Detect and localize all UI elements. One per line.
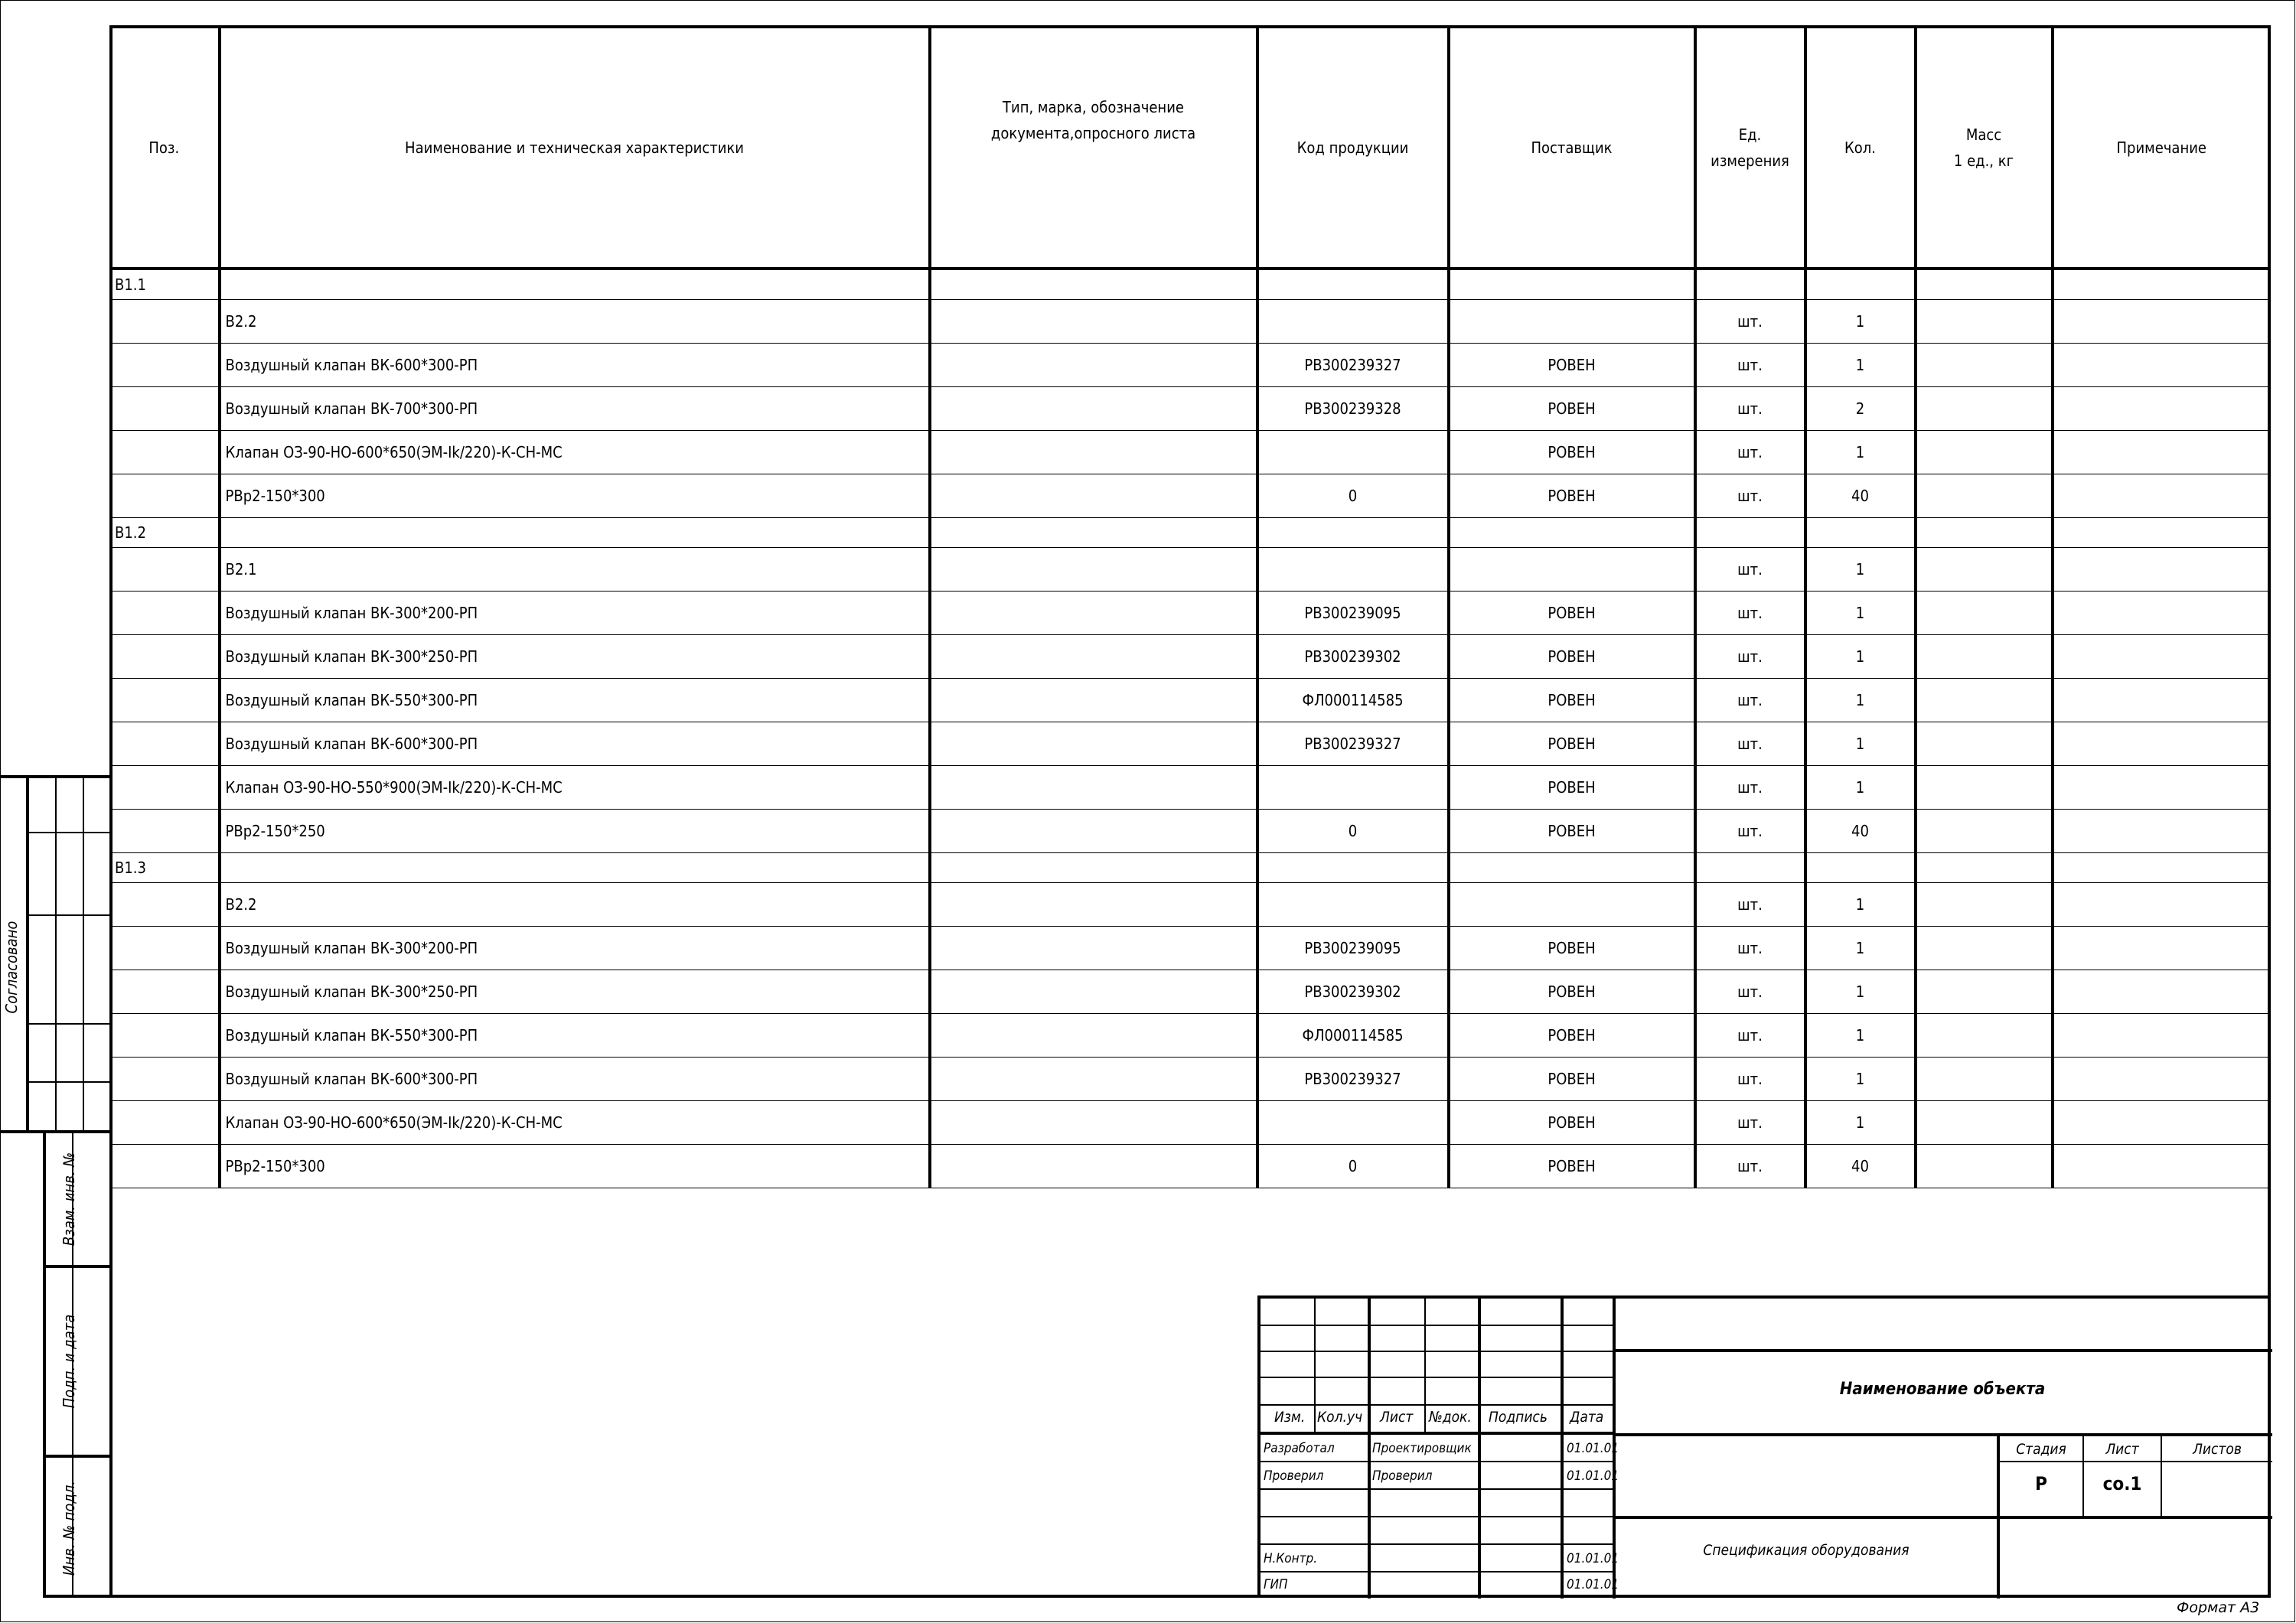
supplier-cell: РОВЕН xyxy=(1449,635,1695,679)
note-cell xyxy=(2053,592,2270,635)
sheet-label: Лист xyxy=(2105,1441,2139,1458)
qty-cell: 1 xyxy=(1805,548,1916,592)
type-cell xyxy=(930,1145,1257,1188)
mass-cell xyxy=(1916,883,2053,927)
tb-vline-1 xyxy=(1314,1299,1316,1433)
group-empty-cell xyxy=(1805,269,1916,300)
sign-date-label: Подп. и дата xyxy=(60,1314,78,1409)
qty-cell: 1 xyxy=(1805,883,1916,927)
tb-hline-8 xyxy=(1261,1516,1613,1517)
unit-cell: шт. xyxy=(1695,722,1805,766)
group-label: В1.1 xyxy=(110,269,220,300)
code-cell: ФЛ000114585 xyxy=(1257,1014,1449,1058)
pos-cell xyxy=(110,679,220,722)
mass-cell xyxy=(1916,810,2053,853)
mass-cell xyxy=(1916,635,2053,679)
group-empty-cell xyxy=(2053,269,2270,300)
tb-vline-3 xyxy=(1424,1299,1426,1433)
type-cell xyxy=(930,1014,1257,1058)
table-row xyxy=(110,1145,2270,1188)
code-cell xyxy=(1257,766,1449,810)
type-cell xyxy=(930,970,1257,1014)
tb-hline-6 xyxy=(1261,1461,1613,1462)
note-cell xyxy=(2053,1101,2270,1145)
group-empty-cell xyxy=(2053,518,2270,548)
name-cell: РВр2-150*250 xyxy=(220,810,930,853)
pos-cell xyxy=(110,1145,220,1188)
name-cell: Воздушный клапан ВК-700*300-РП xyxy=(220,387,930,431)
supplier-cell: РОВЕН xyxy=(1449,431,1695,474)
note-cell xyxy=(2053,387,2270,431)
qty-cell: 1 xyxy=(1805,344,1916,387)
unit-cell: шт. xyxy=(1695,810,1805,853)
qty-cell: 1 xyxy=(1805,300,1916,344)
table-row xyxy=(110,300,2270,344)
agreed-strip-row-4 xyxy=(28,1081,109,1083)
mass-cell xyxy=(1916,1058,2053,1101)
tb-hline-10 xyxy=(1261,1571,1613,1572)
table-row xyxy=(110,1058,2270,1101)
supplier-cell: РОВЕН xyxy=(1449,1145,1695,1188)
group-empty-cell xyxy=(930,269,1257,300)
qty-cell: 1 xyxy=(1805,1014,1916,1058)
supplier-cell: РОВЕН xyxy=(1449,810,1695,853)
stage-label: Стадия xyxy=(2016,1441,2066,1458)
tb-col-ndok: №док. xyxy=(1429,1409,1472,1426)
table-row xyxy=(110,722,2270,766)
pos-cell xyxy=(110,970,220,1014)
note-cell xyxy=(2053,431,2270,474)
unit-cell: шт. xyxy=(1695,927,1805,970)
note-cell xyxy=(2053,1014,2270,1058)
code-cell: ФЛ000114585 xyxy=(1257,679,1449,722)
mass-cell xyxy=(1916,344,2053,387)
unit-cell: шт. xyxy=(1695,1014,1805,1058)
type-cell xyxy=(930,474,1257,518)
mass-cell xyxy=(1916,970,2053,1014)
code-cell: РВ300239302 xyxy=(1257,635,1449,679)
group-empty-cell xyxy=(1257,853,1449,883)
tb-row4-date: 01.01.01 xyxy=(1567,1577,1619,1592)
tb-hline-5 xyxy=(1261,1432,1613,1435)
unit-cell: шт. xyxy=(1695,1058,1805,1101)
qty-cell: 1 xyxy=(1805,927,1916,970)
group-empty-cell xyxy=(1916,269,2053,300)
sheets-label: Листов xyxy=(2193,1441,2242,1458)
note-cell xyxy=(2053,474,2270,518)
tb-vline-4 xyxy=(1478,1299,1481,1599)
table-row xyxy=(110,810,2270,853)
tb-vline-5 xyxy=(1561,1299,1564,1599)
inv-orig-box xyxy=(43,1458,109,1598)
table-row xyxy=(110,474,2270,518)
title-block xyxy=(1257,1295,2269,1595)
tb-row2-role: Проверил xyxy=(1264,1468,1324,1484)
col-mass-header: Масс 1 ед., кг xyxy=(1916,27,2053,269)
group-empty-cell xyxy=(1805,518,1916,548)
supplier-cell xyxy=(1449,883,1695,927)
table-row xyxy=(110,592,2270,635)
group-label: В1.3 xyxy=(110,853,220,883)
note-cell xyxy=(2053,1058,2270,1101)
code-cell: РВ300239095 xyxy=(1257,592,1449,635)
qty-cell: 40 xyxy=(1805,810,1916,853)
table-row xyxy=(110,387,2270,431)
tb-col-izm: Изм. xyxy=(1274,1409,1306,1426)
col-qty-header: Кол. xyxy=(1805,27,1916,269)
name-cell: Воздушный клапан ВК-600*300-РП xyxy=(220,1058,930,1101)
tb-row2-name: Проверил xyxy=(1372,1468,1433,1484)
group-empty-cell xyxy=(1257,269,1449,300)
pos-cell xyxy=(110,927,220,970)
name-cell: Воздушный клапан ВК-300*200-РП xyxy=(220,927,930,970)
mass-cell xyxy=(1916,474,2053,518)
unit-cell: шт. xyxy=(1695,1101,1805,1145)
type-cell xyxy=(930,592,1257,635)
qty-cell: 1 xyxy=(1805,592,1916,635)
supplier-cell: РОВЕН xyxy=(1449,1101,1695,1145)
agreed-strip-divider-2 xyxy=(55,778,57,1130)
qty-cell: 1 xyxy=(1805,635,1916,679)
mass-cell xyxy=(1916,679,2053,722)
tb-hline-4 xyxy=(1261,1404,1613,1406)
group-empty-cell xyxy=(1916,518,2053,548)
pos-cell xyxy=(110,300,220,344)
sheet-value: со.1 xyxy=(2102,1473,2142,1494)
mass-cell xyxy=(1916,927,2053,970)
supplier-cell: РОВЕН xyxy=(1449,592,1695,635)
type-cell xyxy=(930,635,1257,679)
tb-right-hline-1 xyxy=(1613,1349,2272,1352)
note-cell xyxy=(2053,344,2270,387)
table-row xyxy=(110,548,2270,592)
group-empty-cell xyxy=(930,518,1257,548)
supplier-cell: РОВЕН xyxy=(1449,970,1695,1014)
group-row xyxy=(110,853,2270,883)
tb-hline-9 xyxy=(1261,1543,1613,1545)
col-type-header: Тип, марка, обозначение документа,опросного листа xyxy=(930,27,1257,269)
col-note-header: Примечание xyxy=(2053,27,2270,269)
table-row xyxy=(110,927,2270,970)
note-cell xyxy=(2053,927,2270,970)
code-cell xyxy=(1257,431,1449,474)
code-cell: РВ300239095 xyxy=(1257,927,1449,970)
qty-cell: 2 xyxy=(1805,387,1916,431)
name-cell: Клапан ОЗ-90-НО-600*650(ЭМ-Ik/220)-К-СН-МС xyxy=(220,1101,930,1145)
note-cell xyxy=(2053,722,2270,766)
agreed-strip-row-1 xyxy=(28,832,109,833)
name-cell: РВр2-150*300 xyxy=(220,1145,930,1188)
mass-cell xyxy=(1916,1014,2053,1058)
mass-cell xyxy=(1916,431,2053,474)
unit-cell: шт. xyxy=(1695,679,1805,722)
type-cell xyxy=(930,1058,1257,1101)
pos-cell xyxy=(110,387,220,431)
code-cell: 0 xyxy=(1257,474,1449,518)
tb-col-list: Лист xyxy=(1380,1409,1414,1426)
table-header-row xyxy=(110,27,2270,269)
pos-cell xyxy=(110,548,220,592)
inv-replace-box xyxy=(43,1130,109,1268)
mass-cell xyxy=(1916,1101,2053,1145)
unit-cell: шт. xyxy=(1695,883,1805,927)
tb-hline-1 xyxy=(1261,1325,1613,1326)
qty-cell: 1 xyxy=(1805,970,1916,1014)
type-cell xyxy=(930,883,1257,927)
name-cell: РВр2-150*300 xyxy=(220,474,930,518)
type-cell xyxy=(930,344,1257,387)
name-cell: Воздушный клапан ВК-600*300-РП xyxy=(220,722,930,766)
group-empty-cell xyxy=(930,853,1257,883)
unit-cell: шт. xyxy=(1695,431,1805,474)
qty-cell: 1 xyxy=(1805,679,1916,722)
pos-cell xyxy=(110,474,220,518)
type-cell xyxy=(930,1101,1257,1145)
supplier-cell: РОВЕН xyxy=(1449,387,1695,431)
note-cell xyxy=(2053,766,2270,810)
table-row xyxy=(110,1101,2270,1145)
table-row xyxy=(110,635,2270,679)
group-empty-cell xyxy=(1449,518,1695,548)
tb-col-date: Дата xyxy=(1570,1409,1604,1426)
table-row xyxy=(110,883,2270,927)
type-cell xyxy=(930,431,1257,474)
mass-cell xyxy=(1916,387,2053,431)
group-empty-cell xyxy=(1695,518,1805,548)
name-cell: Воздушный клапан ВК-300*250-РП xyxy=(220,635,930,679)
pos-cell xyxy=(110,1101,220,1145)
pos-cell xyxy=(110,635,220,679)
code-cell: 0 xyxy=(1257,1145,1449,1188)
name-cell: Воздушный клапан ВК-600*300-РП xyxy=(220,344,930,387)
qty-cell: 1 xyxy=(1805,1058,1916,1101)
supplier-cell: РОВЕН xyxy=(1449,474,1695,518)
name-cell: В2.1 xyxy=(220,548,930,592)
col-unit-header: Ед. измерения xyxy=(1695,27,1805,269)
tb-hline-7 xyxy=(1261,1488,1613,1490)
table-row xyxy=(110,431,2270,474)
qty-cell: 1 xyxy=(1805,722,1916,766)
col-name-header: Наименование и техническая характеристики xyxy=(220,27,930,269)
unit-cell: шт. xyxy=(1695,970,1805,1014)
name-cell: Воздушный клапан ВК-300*250-РП xyxy=(220,970,930,1014)
name-cell: Клапан ОЗ-90-НО-550*900(ЭМ-Ik/220)-К-СН-МС xyxy=(220,766,930,810)
supplier-cell xyxy=(1449,548,1695,592)
note-cell xyxy=(2053,635,2270,679)
tb-row4-role: ГИП xyxy=(1264,1577,1288,1592)
tb-right-vline-1 xyxy=(1997,1433,2000,1599)
col-pos-header: Поз. xyxy=(110,27,220,269)
group-empty-cell xyxy=(220,269,930,300)
agreed-strip-row-3 xyxy=(28,1023,109,1025)
unit-cell: шт. xyxy=(1695,766,1805,810)
group-empty-cell xyxy=(1805,853,1916,883)
table-row xyxy=(110,766,2270,810)
format-label: Формат А3 xyxy=(2177,1599,2260,1616)
type-cell xyxy=(930,810,1257,853)
supplier-cell: РОВЕН xyxy=(1449,679,1695,722)
code-cell: РВ300239302 xyxy=(1257,970,1449,1014)
unit-cell: шт. xyxy=(1695,344,1805,387)
group-empty-cell xyxy=(1257,518,1449,548)
unit-cell: шт. xyxy=(1695,474,1805,518)
unit-cell: шт. xyxy=(1695,592,1805,635)
qty-cell: 40 xyxy=(1805,474,1916,518)
pos-cell xyxy=(110,1058,220,1101)
tb-row1-name: Проектировщик xyxy=(1372,1441,1472,1456)
supplier-cell: РОВЕН xyxy=(1449,1014,1695,1058)
supplier-cell: РОВЕН xyxy=(1449,722,1695,766)
code-cell: РВ300239328 xyxy=(1257,387,1449,431)
group-empty-cell xyxy=(1449,269,1695,300)
pos-cell xyxy=(110,592,220,635)
mass-cell xyxy=(1916,592,2053,635)
unit-cell: шт. xyxy=(1695,635,1805,679)
group-empty-cell xyxy=(220,853,930,883)
doc-title: Спецификация оборудования xyxy=(1703,1542,1910,1559)
code-cell xyxy=(1257,300,1449,344)
note-cell xyxy=(2053,883,2270,927)
table-row xyxy=(110,1014,2270,1058)
agreed-label: Согласовано xyxy=(2,921,21,1014)
unit-cell: шт. xyxy=(1695,387,1805,431)
group-empty-cell xyxy=(1695,853,1805,883)
group-empty-cell xyxy=(1695,269,1805,300)
inv-replace-label: Взам. инв. № xyxy=(60,1152,78,1247)
table-row xyxy=(110,970,2270,1014)
code-cell: РВ300239327 xyxy=(1257,722,1449,766)
pos-cell xyxy=(110,1014,220,1058)
group-empty-cell xyxy=(220,518,930,548)
type-cell xyxy=(930,679,1257,722)
mass-cell xyxy=(1916,1145,2053,1188)
agreed-strip xyxy=(0,775,109,1133)
supplier-cell: РОВЕН xyxy=(1449,766,1695,810)
supplier-cell: РОВЕН xyxy=(1449,344,1695,387)
supplier-cell xyxy=(1449,300,1695,344)
qty-cell: 1 xyxy=(1805,431,1916,474)
group-empty-cell xyxy=(2053,853,2270,883)
col-supplier-header: Поставщик xyxy=(1449,27,1695,269)
unit-cell: шт. xyxy=(1695,300,1805,344)
note-cell xyxy=(2053,1145,2270,1188)
pos-cell xyxy=(110,766,220,810)
name-cell: В2.2 xyxy=(220,883,930,927)
type-cell xyxy=(930,300,1257,344)
name-cell: Воздушный клапан ВК-550*300-РП xyxy=(220,679,930,722)
tb-hline-2 xyxy=(1261,1351,1613,1352)
note-cell xyxy=(2053,970,2270,1014)
agreed-strip-divider-1 xyxy=(26,778,29,1130)
group-empty-cell xyxy=(1449,853,1695,883)
tb-row1-date: 01.01.01 xyxy=(1567,1441,1619,1456)
group-row xyxy=(110,269,2270,300)
mass-cell xyxy=(1916,722,2053,766)
code-cell xyxy=(1257,548,1449,592)
table-body xyxy=(110,269,2270,1188)
type-cell xyxy=(930,722,1257,766)
code-cell xyxy=(1257,1101,1449,1145)
tb-vline-2 xyxy=(1368,1299,1371,1599)
mass-cell xyxy=(1916,766,2053,810)
object-name: Наименование объекта xyxy=(1839,1380,2046,1399)
unit-cell: шт. xyxy=(1695,1145,1805,1188)
type-cell xyxy=(930,927,1257,970)
group-empty-cell xyxy=(1916,853,2053,883)
name-cell: В2.2 xyxy=(220,300,930,344)
pos-cell xyxy=(110,810,220,853)
supplier-cell: РОВЕН xyxy=(1449,927,1695,970)
agreed-strip-divider-3 xyxy=(83,778,84,1130)
tb-row3-date: 01.01.01 xyxy=(1567,1551,1619,1566)
tb-right-hline-3 xyxy=(1613,1516,2272,1519)
name-cell: Воздушный клапан ВК-300*200-РП xyxy=(220,592,930,635)
pos-cell xyxy=(110,344,220,387)
supplier-cell: РОВЕН xyxy=(1449,1058,1695,1101)
tb-row1-role: Разработал xyxy=(1264,1441,1335,1456)
tb-col-kol: Кол.уч xyxy=(1317,1409,1363,1426)
group-row xyxy=(110,518,2270,548)
unit-cell: шт. xyxy=(1695,548,1805,592)
tb-right-hline-4 xyxy=(1997,1461,2272,1462)
table-row xyxy=(110,679,2270,722)
pos-cell xyxy=(110,883,220,927)
qty-cell: 40 xyxy=(1805,1145,1916,1188)
tb-hline-3 xyxy=(1261,1377,1613,1378)
type-cell xyxy=(930,548,1257,592)
specification-table xyxy=(109,25,2270,1188)
name-cell: Воздушный клапан ВК-550*300-РП xyxy=(220,1014,930,1058)
tb-row2-date: 01.01.01 xyxy=(1567,1468,1619,1484)
inv-orig-label: Инв. № подл. xyxy=(60,1480,78,1576)
pos-cell xyxy=(110,431,220,474)
note-cell xyxy=(2053,300,2270,344)
qty-cell: 1 xyxy=(1805,766,1916,810)
tb-col-sign: Подпись xyxy=(1489,1409,1548,1426)
mass-cell xyxy=(1916,300,2053,344)
name-cell: Клапан ОЗ-90-НО-600*650(ЭМ-Ik/220)-К-СН-МС xyxy=(220,431,930,474)
pos-cell xyxy=(110,722,220,766)
sign-date-box xyxy=(43,1268,109,1458)
type-cell xyxy=(930,766,1257,810)
note-cell xyxy=(2053,810,2270,853)
code-cell xyxy=(1257,883,1449,927)
code-cell: РВ300239327 xyxy=(1257,1058,1449,1101)
mass-cell xyxy=(1916,548,2053,592)
qty-cell: 1 xyxy=(1805,1101,1916,1145)
group-label: В1.2 xyxy=(110,518,220,548)
stage-value: Р xyxy=(2035,1473,2047,1494)
note-cell xyxy=(2053,548,2270,592)
col-code-header: Код продукции xyxy=(1257,27,1449,269)
note-cell xyxy=(2053,679,2270,722)
type-cell xyxy=(930,387,1257,431)
code-cell: РВ300239327 xyxy=(1257,344,1449,387)
tb-right-hline-2 xyxy=(1613,1433,2272,1436)
code-cell: 0 xyxy=(1257,810,1449,853)
agreed-strip-row-2 xyxy=(28,914,109,916)
table-row xyxy=(110,344,2270,387)
tb-row3-role: Н.Контр. xyxy=(1264,1551,1318,1566)
